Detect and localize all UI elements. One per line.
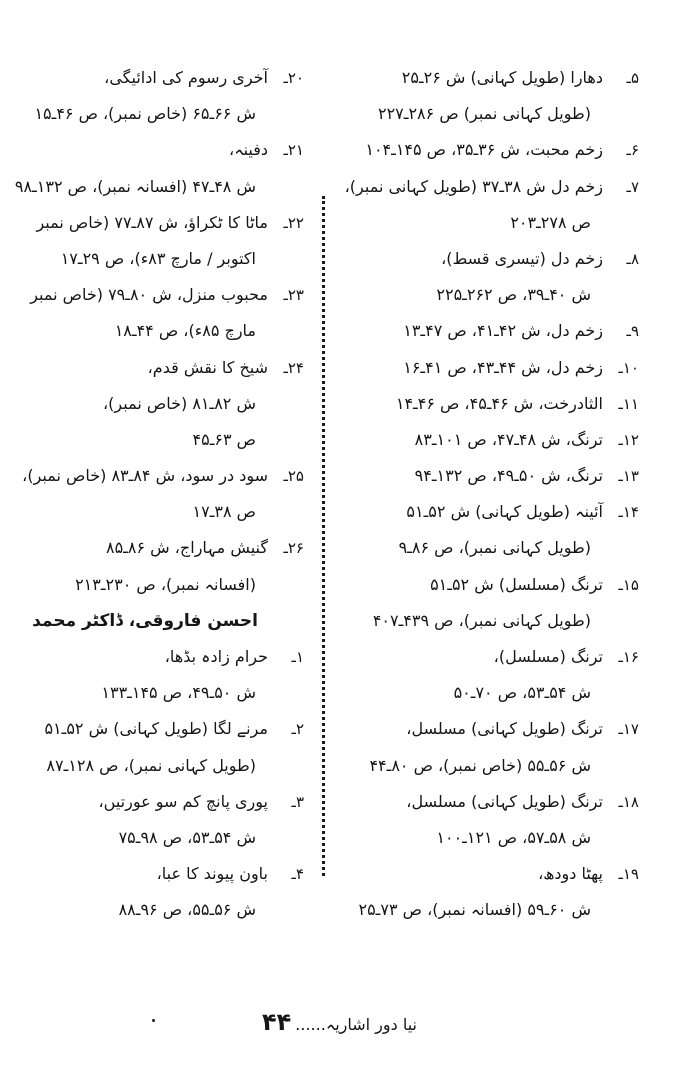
- index-entry-line: [14, 386, 304, 422]
- entry-text: ش ۶۰ـ۵۹ (افسانہ نمبر)، ص ۷۳ـ۲۵: [358, 900, 591, 920]
- entry-text: مرنے لگا (طویل کہانی) ش ۵۲ـ۵۱: [44, 719, 268, 739]
- entry-text: ش ۴۸ـ۴۷ (افسانہ نمبر)، ص ۱۳۲ـ۹۸: [14, 176, 256, 196]
- entry-number: ۱۲ـ: [618, 430, 639, 449]
- entry-text: ش ۵۸ـ۵۷، ص ۱۲۱ـ۱۰۰: [436, 827, 591, 847]
- entry-text: زخم دل ش ۳۸ـ۳۷ (طویل کہانی نمبر)،: [344, 176, 603, 196]
- index-entry-line: [14, 132, 304, 168]
- entry-text: (طویل کہانی نمبر)، ص ۸۶ـ۹: [398, 538, 591, 558]
- index-entry-line: [344, 458, 639, 494]
- entry-text: ش ۸۲ـ۸۱ (خاص نمبر)،: [103, 393, 256, 413]
- entry-number: ۱۰ـ: [618, 358, 639, 377]
- index-entry-line: [344, 60, 639, 96]
- index-entry-line: [14, 711, 304, 747]
- entry-text: زخم دل، ش ۴۲ـ۴۱، ص ۴۷ـ۱۳: [403, 321, 603, 341]
- index-entry-line: [14, 567, 304, 603]
- index-entry-line: [344, 784, 639, 820]
- entry-text: ش ۵۰ـ۴۹، ص ۱۴۵ـ۱۳۳: [101, 683, 256, 703]
- index-entry-line: [344, 241, 639, 277]
- entry-text: ماٹا کا ٹکراؤ، ش ۸۷ـ۷۷ (خاص نمبر: [36, 212, 268, 232]
- entry-number: ۷ـ: [626, 177, 639, 196]
- entry-text: ترنگ، ش ۵۰ـ۴۹، ص ۱۳۲ـ۹۴: [414, 466, 603, 486]
- index-entry-line: [14, 784, 304, 820]
- entry-text: اکتوبر / مارچ ۸۳ء)، ص ۲۹ـ۱۷: [60, 248, 256, 268]
- entry-text: گنیش مہاراج، ش ۸۶ـ۸۵: [105, 538, 268, 558]
- author-heading: [14, 603, 304, 639]
- entry-text: ص ۳۸ـ۱۷: [192, 502, 256, 522]
- index-entry-line: [344, 639, 639, 675]
- index-entry-line: [344, 892, 639, 928]
- entry-text: آئینہ (طویل کہانی) ش ۵۲ـ۵۱: [406, 502, 603, 522]
- index-entry-line: [14, 277, 304, 313]
- entry-number: ۱۴ـ: [618, 503, 639, 522]
- index-entry-line: [14, 639, 304, 675]
- index-entry-line: [344, 494, 639, 530]
- entry-number: ۵ـ: [626, 69, 639, 87]
- index-entry-line: [344, 530, 639, 566]
- entry-text: دفینہ،: [229, 140, 268, 160]
- entry-text: ش ۵۶ـ۵۵، ص ۹۶ـ۸۸: [118, 900, 256, 920]
- index-entry-line: [344, 277, 639, 313]
- entry-text: ترنگ (طویل کہانی) مسلسل،: [406, 791, 603, 811]
- index-entry-line: [14, 60, 304, 96]
- index-entry-line: [344, 856, 639, 892]
- page-footer: [0, 1008, 679, 1036]
- entry-number: ۴ـ: [291, 865, 304, 884]
- entry-text: محبوب منزل، ش ۸۰ـ۷۹ (خاص نمبر: [30, 285, 268, 305]
- entry-number: ۱۷ـ: [618, 720, 639, 739]
- index-entry-line: [344, 820, 639, 856]
- entry-text: پوری پانچ کم سو عورتیں،: [98, 791, 268, 811]
- footer-title: نیا دور اشاریہ......: [295, 1015, 417, 1034]
- entry-text: باون پیوند کا عبا،: [156, 864, 268, 884]
- index-entry-line: [344, 313, 639, 349]
- column-divider: [322, 196, 325, 876]
- index-entry-line: [344, 748, 639, 784]
- entry-text: حرام زادہ بڈھا،: [164, 647, 268, 666]
- index-entry-line: [344, 386, 639, 422]
- entry-text: آخری رسوم کی ادائیگی،: [104, 68, 268, 87]
- entry-text: (افسانہ نمبر)، ص ۲۳۰ـ۲۱۳: [75, 574, 256, 594]
- index-entry-line: [14, 241, 304, 277]
- entry-text: زخم دل (تیسری قسط)،: [441, 248, 603, 268]
- index-entry-line: [14, 96, 304, 132]
- entry-text: ترنگ (طویل کہانی) مسلسل،: [406, 719, 603, 739]
- entry-number: ۲۶ـ: [283, 539, 304, 558]
- entry-number: ۱۸ـ: [618, 792, 639, 811]
- index-entry-line: [14, 169, 304, 205]
- index-entry-line: [344, 567, 639, 603]
- index-entry-line: [14, 675, 304, 711]
- index-entry-line: [14, 748, 304, 784]
- index-entry-line: [14, 458, 304, 494]
- right-index-column: [344, 60, 639, 929]
- index-entry-line: [14, 530, 304, 566]
- entry-number: ۱۳ـ: [618, 467, 639, 486]
- entry-text: ش ۶۶ـ۶۵ (خاص نمبر)، ص ۴۶ـ۱۵: [34, 104, 256, 124]
- entry-number: ۲۴ـ: [283, 358, 304, 377]
- entry-text: ش ۵۴ـ۵۳، ص ۹۸ـ۷۵: [118, 827, 256, 847]
- entry-text: زخم محبت، ش ۳۶ـ۳۵، ص ۱۴۵ـ۱۰۴: [365, 140, 603, 160]
- entry-text: ترنگ (مسلسل) ش ۵۲ـ۵۱: [430, 574, 603, 594]
- entry-text: (طویل کہانی نمبر)، ص ۱۲۸ـ۸۷: [46, 755, 256, 775]
- entry-number: ۱۵ـ: [618, 575, 639, 594]
- index-entry-line: [344, 350, 639, 386]
- index-entry-line: [344, 422, 639, 458]
- index-entry-line: [344, 711, 639, 747]
- entry-number: ۱۹ـ: [618, 865, 639, 884]
- left-index-column: [14, 60, 304, 929]
- entry-number: ۶ـ: [626, 141, 639, 160]
- index-entry-line: [14, 205, 304, 241]
- entry-number: ۳ـ: [291, 792, 304, 811]
- entry-text: زخم دل، ش ۴۴ـ۴۳، ص ۴۱ـ۱۶: [403, 357, 603, 377]
- entry-number: ۱ـ: [291, 648, 304, 666]
- entry-text: دھارا (طویل کہانی) ش ۲۶ـ۲۵: [401, 68, 603, 87]
- entry-number: ۹ـ: [626, 322, 639, 341]
- entry-number: ۲۳ـ: [283, 286, 304, 305]
- index-entry-line: [344, 675, 639, 711]
- index-entry-line: [14, 820, 304, 856]
- entry-text: شیخ کا نقش قدم،: [147, 357, 268, 377]
- entry-number: ۲ـ: [291, 720, 304, 739]
- index-entry-line: [14, 892, 304, 928]
- entry-number: ۸ـ: [626, 249, 639, 268]
- index-entry-line: [14, 422, 304, 458]
- entry-number: ۱۶ـ: [618, 648, 639, 666]
- entry-text: ش ۵۴ـ۵۳، ص ۷۰ـ۵۰: [453, 683, 591, 703]
- entry-number: ۱۱ـ: [618, 394, 639, 413]
- entry-text: سود در سود، ش ۸۴ـ۸۳ (خاص نمبر)،: [22, 466, 268, 486]
- index-entry-line: [14, 494, 304, 530]
- index-entry-line: [344, 96, 639, 132]
- index-entry-line: [344, 205, 639, 241]
- index-entry-line: [344, 603, 639, 639]
- index-entry-line: [14, 350, 304, 386]
- entry-text: (طویل کہانی نمبر) ص ۲۸۶ـ۲۲۷: [377, 104, 591, 124]
- entry-text: (طویل کہانی نمبر)، ص ۴۳۹ـ۴۰۷: [372, 610, 591, 630]
- author-name: احسن فاروقی، ڈاکٹر محمد: [32, 610, 258, 631]
- entry-number: ۲۲ـ: [283, 213, 304, 232]
- page-number: ۴۴: [262, 1008, 292, 1036]
- index-entry-line: [14, 856, 304, 892]
- ink-speck: [152, 1019, 155, 1022]
- index-entry-line: [344, 132, 639, 168]
- entry-text: ترنگ (مسلسل)،: [493, 647, 603, 666]
- entry-number: ۲۱ـ: [283, 141, 304, 160]
- entry-text: ص ۶۳ـ۴۵: [192, 429, 256, 449]
- entry-text: ص ۲۷۸ـ۲۰۳: [510, 212, 591, 232]
- entry-text: پھٹا دودھ،: [538, 864, 603, 884]
- entry-text: ش ۵۶ـ۵۵ (خاص نمبر)، ص ۸۰ـ۴۴: [369, 755, 591, 775]
- index-entry-line: [344, 169, 639, 205]
- entry-text: ترنگ، ش ۴۸ـ۴۷، ص ۱۰۱ـ۸۳: [414, 429, 603, 449]
- entry-number: ۲۰ـ: [283, 69, 304, 87]
- entry-text: الثادرخت، ش ۴۶ـ۴۵، ص ۴۶ـ۱۴: [395, 393, 603, 413]
- entry-number: ۲۵ـ: [283, 467, 304, 486]
- index-entry-line: [14, 313, 304, 349]
- entry-text: مارچ ۸۵ء)، ص ۴۴ـ۱۸: [114, 321, 256, 341]
- entry-text: ش ۴۰ـ۳۹، ص ۲۶۲ـ۲۲۵: [436, 285, 591, 305]
